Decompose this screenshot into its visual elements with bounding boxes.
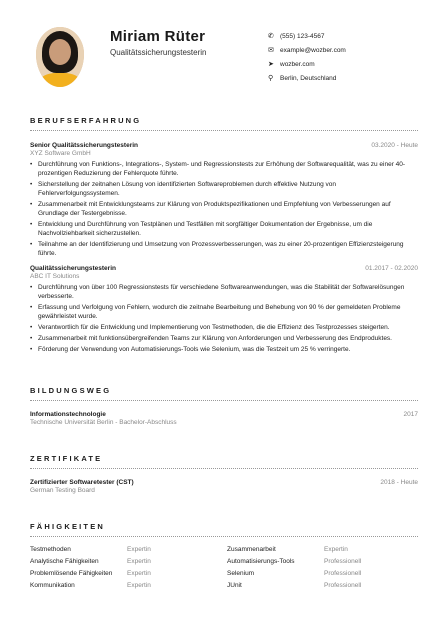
list-item: • Zusammenarbeit mit Entwicklungsteams zur Klärung von Produktspezifikationen und Empfehlung von Verbesserungen auf Grundlage der Testergebnisse. (30, 200, 418, 218)
contact-email[interactable] (268, 43, 428, 57)
list-item: • Zusammenarbeit mit funktionsübergreifenden Teams zur Klärung von Anforderungen und Verbesserung des Endproduktes. (30, 334, 418, 343)
contact-list (268, 29, 428, 85)
skill-name: Problemlösende Fähigkeiten (30, 570, 113, 577)
job-role: Qualitätssicherungstesterin (30, 265, 116, 272)
list-item: • Teilnahme an der Identifizierung und Umsetzung von Prozessverbesserungen, was zu einer 20-prozentigen Effizienzsteigerung führte. (30, 240, 418, 258)
skill-level: Expertin (127, 558, 151, 565)
job-dates: 01.2017 - 02.2020 (365, 265, 418, 272)
contact-phone-text: (555) 123-4567 (280, 32, 325, 40)
contact-phone (268, 29, 428, 43)
skill-name: Selenium (227, 570, 255, 577)
contact-location (268, 71, 428, 85)
degree-name: Informationstechnologie (30, 411, 106, 418)
job-bullets (30, 160, 418, 258)
skills-section (30, 522, 418, 589)
section-divider (30, 468, 418, 469)
job-role: Senior Qualitätssicherungstesterin (30, 142, 139, 149)
section-title-certificates: ZERTIFIKATE (30, 454, 103, 463)
avatar (36, 27, 84, 87)
education-entry (30, 411, 418, 426)
email-icon: ✉ (268, 47, 274, 54)
link-icon: ➤ (268, 61, 274, 68)
skill-name: Kommunikation (30, 582, 75, 589)
candidate-name: Miriam Rüter (110, 28, 206, 45)
list-item: • Entwicklung und Durchführung von Testplänen und Testfällen mit sorgfältiger Dokumentation der Ergebnisse, um die Nachvollziehbarkeit sicherzustellen. (30, 220, 418, 238)
certificate-date: 2018 - Heute (380, 479, 418, 486)
school-name: Technische Universität Berlin - Bachelor-Abschluss (30, 419, 177, 426)
experience-section (30, 116, 418, 356)
skill-name: Automatisierungs-Tools (227, 558, 295, 565)
job-bullets (30, 283, 418, 354)
list-item: • Erfassung und Verfolgung von Fehlern, wodurch die zeitnahe Bearbeitung und Behebung von 90 % der gemeldeten Probleme gewährleistet wurde. (30, 303, 418, 321)
certificates-section (30, 454, 418, 494)
certificate-issuer: German Testing Board (30, 487, 95, 494)
list-item: • Durchführung von über 100 Regressionstests für verschiedene Softwareanwendungen, was die Stabilität der Softwarelösungen verbesserte. (30, 283, 418, 301)
certificate-name: Zertifizierter Softwaretester (CST) (30, 479, 134, 486)
location-pin-icon: ⚲ (268, 75, 274, 82)
skill-level: Expertin (127, 546, 151, 553)
skill-name: JUnit (227, 582, 242, 589)
skill-level: Professionell (324, 570, 362, 577)
skill-level: Expertin (324, 546, 348, 553)
section-divider (30, 400, 418, 401)
skills-grid (30, 546, 418, 589)
skill-level: Expertin (127, 582, 151, 589)
education-section (30, 386, 418, 426)
education-date: 2017 (403, 411, 418, 418)
list-item: • Förderung der Verwendung von Automatisierungs-Tools wie Selenium, was die Testzeit um 25 % verringerte. (30, 345, 418, 354)
list-item: • Durchführung von Funktions-, Integrations-, System- und Regressionstests zur Erhöhung der Softwarequalität, was zu einer 40-prozentigen Reduzierung der Fehlerquote führte. (30, 160, 418, 178)
list-item: • Verantwortlich für die Entwicklung und Implementierung von Testmethoden, die die Effizienz des Testprozesses steigerten. (30, 323, 418, 332)
contact-location-text: Berlin, Deutschland (280, 74, 337, 82)
section-title-experience: BERUFSERFAHRUNG (30, 116, 142, 125)
skill-name: Zusammenarbeit (227, 546, 276, 553)
list-item: • Sicherstellung der zeitnahen Lösung von identifizierten Softwareproblemen durch effektive Nutzung von Fehlerverfolgungssystemen. (30, 180, 418, 198)
contact-email-text[interactable]: example@wozber.com (280, 46, 346, 54)
section-title-skills: FÄHIGKEITEN (30, 522, 106, 531)
skill-name: Testmethoden (30, 546, 71, 553)
section-divider (30, 130, 418, 131)
contact-website[interactable] (268, 57, 428, 71)
job-title: Qualitätssicherungstesterin (110, 48, 207, 57)
section-title-education: BILDUNGSWEG (30, 386, 112, 395)
job-dates: 03.2020 - Heute (371, 142, 418, 149)
experience-entry (30, 265, 418, 354)
skill-level: Professionell (324, 558, 362, 565)
skill-level: Professionell (324, 582, 362, 589)
company-name: ABC IT Solutions (30, 273, 80, 280)
resume-header (30, 24, 424, 94)
certificate-entry (30, 479, 418, 494)
section-divider (30, 536, 418, 537)
skill-level: Expertin (127, 570, 151, 577)
company-name: XYZ Software GmbH (30, 150, 91, 157)
experience-entry (30, 142, 418, 258)
contact-website-text[interactable]: wozber.com (280, 60, 315, 68)
phone-icon: ✆ (268, 33, 274, 40)
skill-name: Analytische Fähigkeiten (30, 558, 99, 565)
